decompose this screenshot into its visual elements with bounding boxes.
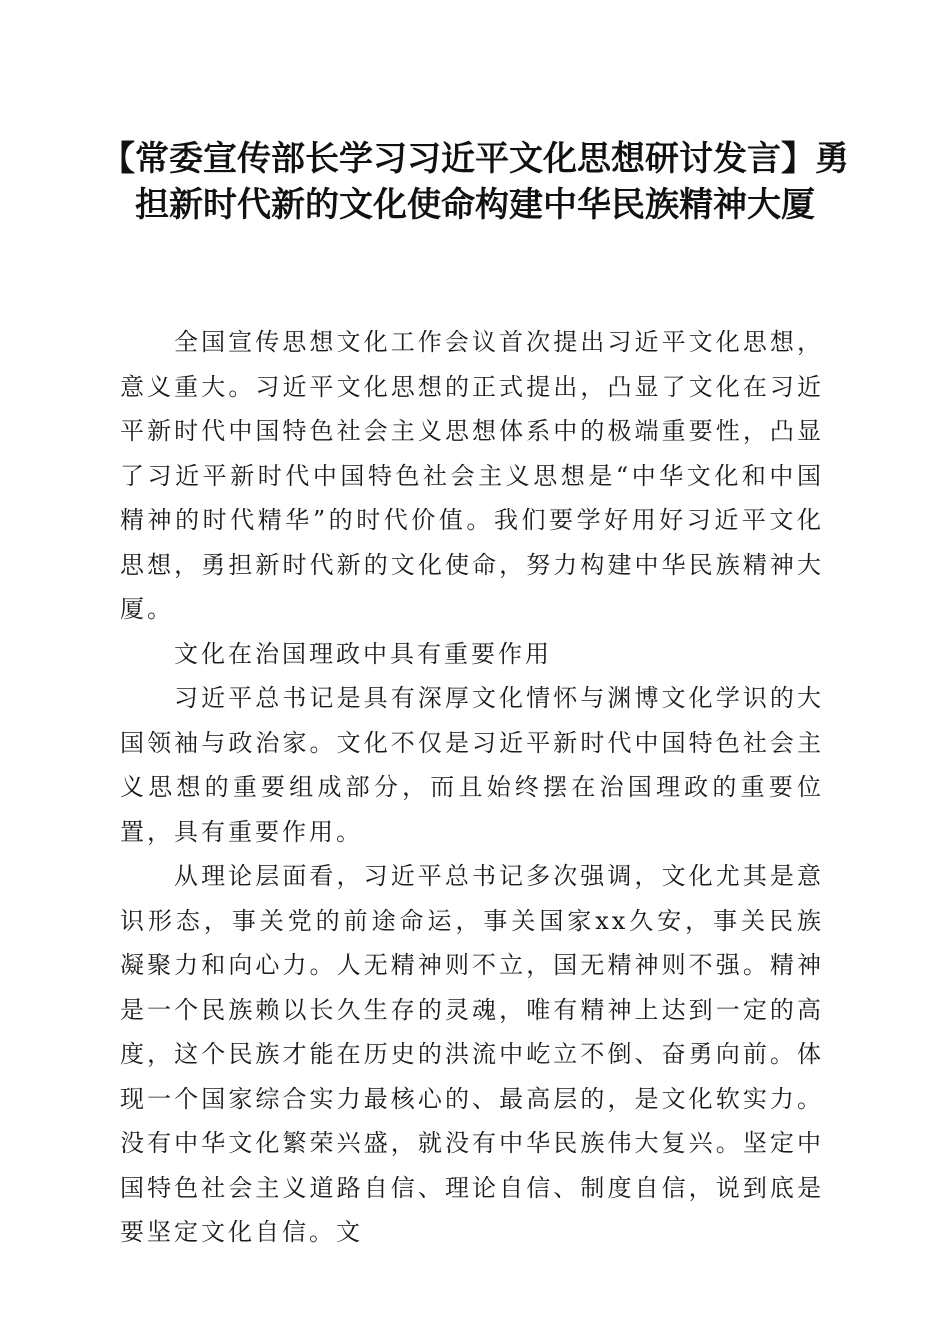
document-body	[120, 320, 824, 1255]
paragraph-intro: 全国宣传思想文化工作会议首次提出习近平文化思想，意义重大。习近平文化思想的正式提出，凸显了文化在习近平新时代中国特色社会主义思想体系中的极端重要性，凸显了习近平新时代中国特色社会主义思想是“中华文化和中国精神的时代精华”的时代价值。我们要学好用好习近平文化思想，勇担新时代新的文化使命，努力构建中华民族精神大厦。	[120, 328, 824, 623]
document-title: 【常委宣传部长学习习近平文化思想研讨发言】勇担新时代新的文化使命构建中华民族精神大厦	[101, 139, 849, 225]
section-heading: 文化在治国理政中具有重要作用	[174, 639, 552, 668]
paragraph-theory: 从理论层面看，习近平总书记多次强调，文化尤其是意识形态，事关党的前途命运，事关国家xx久安，事关民族凝聚力和向心力。人无精神则不立，国无精神则不强。精神是一个民族赖以长久生存的灵魂，唯有精神上达到一定的高度，这个民族才能在历史的洪流中屹立不倒、奋勇向前。体现一个国家综合实力最核心的、最高层的，是文化软实力。没有中华文化繁荣兴盛，就没有中华民族伟大复兴。坚定中国特色社会主义道路自信、理论自信、制度自信，说到底是要坚定文化自信。文	[120, 862, 824, 1246]
paragraph-leader: 习近平总书记是具有深厚文化情怀与渊博文化学识的大国领袖与政治家。文化不仅是习近平新时代中国特色社会主义思想的重要组成部分，而且始终摆在治国理政的重要位置，具有重要作用。	[120, 684, 824, 846]
